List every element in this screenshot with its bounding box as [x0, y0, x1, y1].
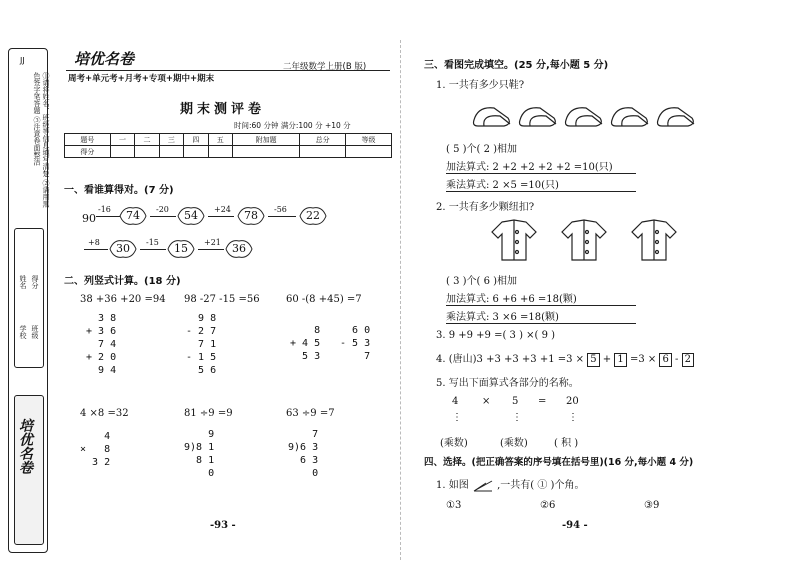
page-title: 期末测评卷 — [180, 102, 266, 117]
arrow-icon — [140, 249, 166, 250]
score-table-header-row — [65, 134, 392, 146]
q5-term: × — [482, 396, 491, 407]
leaf-answer — [224, 239, 254, 259]
arrow-icon — [268, 216, 296, 217]
score-input[interactable] — [233, 146, 300, 158]
score-input[interactable] — [300, 146, 346, 158]
vertical-calc: 6 0 - 5 3 7 — [340, 325, 371, 362]
header-rule — [66, 70, 390, 71]
leaf-value: 74 — [126, 209, 140, 222]
arrow-icon — [84, 249, 108, 250]
equation: 63 ÷9 =7 — [286, 408, 335, 419]
equation: 81 ÷9 =9 — [184, 408, 233, 419]
binding-logo: 培优名卷 — [17, 418, 33, 474]
name-label: 姓名 — [19, 275, 27, 289]
multiplication-equation: 乘法算式: 3 ×6 =18(颗) — [446, 308, 636, 324]
leaf-answer — [298, 206, 328, 226]
score-cell: 总分 — [300, 134, 346, 146]
score-table-score-row — [65, 146, 392, 158]
chain1-op: +24 — [214, 205, 231, 214]
section4-heading: 四、选择。(把正确答案的序号填在括号里)(16 分,每小题 4 分) — [424, 457, 694, 468]
score-cell: 一 — [110, 134, 134, 146]
question: 2. 一共有多少颗纽扣? — [436, 202, 535, 213]
score-input[interactable] — [208, 146, 232, 158]
arrow-icon — [96, 216, 120, 217]
q5-name: (乘数) — [440, 438, 468, 449]
class-label: 班级 — [31, 325, 39, 339]
q5-term: = — [538, 396, 547, 407]
q5-term: 5 — [512, 396, 519, 407]
vertical-calc: 8 + 4 5 5 3 — [290, 325, 321, 362]
page-number-left: -93 - — [210, 520, 236, 531]
q4-op: + — [602, 354, 612, 365]
option: ③9 — [644, 500, 660, 511]
score-cell: 三 — [159, 134, 183, 146]
binding-code: JJ — [20, 56, 25, 65]
score-table — [64, 133, 392, 158]
leaf-value: 22 — [306, 209, 320, 222]
arrow-icon — [150, 216, 176, 217]
section2-heading: 二、列竖式计算。(18 分) — [64, 276, 181, 287]
chain1-start: 90 — [82, 212, 96, 225]
chain1-op: -16 — [98, 205, 111, 214]
answer-box: 5 — [587, 353, 599, 367]
section1-heading: 一、看谁算得对。(7 分) — [64, 185, 174, 196]
vertical-calc: 9 8 - 2 7 7 1 - 1 5 5 6 — [186, 313, 217, 376]
fill-line: ( 3 )个( 6 )相加 — [446, 276, 518, 287]
question: 1. 一共有多少只鞋? — [436, 80, 525, 91]
angle-figure-icon — [472, 479, 494, 493]
grade-label: 二年级数学上册(B 版) — [283, 62, 367, 72]
binding-fields — [14, 228, 44, 368]
score-input[interactable] — [110, 146, 134, 158]
leaf-answer — [108, 239, 138, 259]
binding-logo-box — [14, 395, 44, 545]
question-boxes — [436, 350, 694, 367]
equation: 60 -(8 +45) =7 — [286, 294, 362, 305]
fill-line: ( 5 )个( 2 )相加 — [446, 144, 518, 155]
arrow-icon — [198, 249, 224, 250]
score-input[interactable] — [346, 146, 392, 158]
section3-heading: 三、看图完成填空。(25 分,每小题 5 分) — [424, 60, 609, 71]
q5-dots: ⋮ — [568, 412, 578, 423]
chain2-op: +8 — [88, 238, 100, 247]
q4-op: =3 × — [629, 354, 657, 365]
score-cell: 四 — [184, 134, 208, 146]
leaf-value: 36 — [232, 242, 246, 255]
leaf-answer — [176, 206, 206, 226]
score-label: 得分 — [31, 275, 39, 289]
score-cell: 题号 — [65, 134, 111, 146]
q5-dots: ⋮ — [452, 412, 462, 423]
leaf-value: 15 — [174, 242, 188, 255]
leaf-value: 30 — [116, 242, 130, 255]
answer-box: 2 — [682, 353, 694, 367]
vertical-calc: 9 9)8 1 8 1 0 — [184, 429, 215, 479]
q5-name: (乘数) — [500, 438, 528, 449]
score-input[interactable] — [184, 146, 208, 158]
option: ①3 — [446, 500, 462, 511]
equation: 38 +36 +20 =94 — [80, 294, 166, 305]
q-suffix: ,一共有( ① )个角。 — [497, 480, 585, 491]
time-score: 时间:60 分钟 满分:100 分 +10 分 — [234, 121, 351, 130]
chain1-op: -56 — [274, 205, 287, 214]
question — [436, 476, 584, 493]
leaf-value: 78 — [244, 209, 258, 222]
binding-notice: ①请将姓名、班级等信息填写清楚 ②请用黑色签字笔答题 ③注意卷面整洁 — [33, 72, 50, 208]
vertical-calc: 4 × 8 3 2 — [80, 431, 111, 468]
q5-term: 20 — [566, 396, 579, 407]
question: 3. 9 +9 +9 =( 3 ) ×( 9 ) — [436, 330, 556, 341]
leaf-answer — [118, 206, 148, 226]
addition-equation: 加法算式: 6 +6 +6 =18(颗) — [446, 290, 636, 306]
score-cell: 附加题 — [233, 134, 300, 146]
school-label: 学校 — [19, 325, 27, 339]
chain2-op: +21 — [204, 238, 221, 247]
question: 5. 写出下面算式各部分的名称。 — [436, 378, 579, 389]
leaf-answer — [166, 239, 196, 259]
answer-box: 6 — [659, 353, 671, 367]
score-cell: 得分 — [65, 146, 111, 158]
shirts-image — [490, 218, 690, 262]
leaf-answer — [236, 206, 266, 226]
chain2-op: -15 — [146, 238, 159, 247]
q5-dots: ⋮ — [512, 412, 522, 423]
score-cell: 等级 — [346, 134, 392, 146]
equation: 4 ×8 =32 — [80, 408, 129, 419]
addition-equation: 加法算式: 2 +2 +2 +2 +2 =10(只) — [446, 158, 636, 174]
brand-logo: 培优名卷 — [74, 50, 135, 68]
equation: 98 -27 -15 =56 — [184, 294, 260, 305]
q-prefix: 1. 如图 — [436, 480, 469, 491]
q5-name: ( 积 ) — [554, 438, 579, 449]
q4-op: - — [675, 354, 679, 365]
score-input[interactable] — [159, 146, 183, 158]
chain1-op: -20 — [156, 205, 169, 214]
score-cell: 五 — [208, 134, 232, 146]
q4-prefix: 4. (唐山)3 +3 +3 +3 +1 =3 × — [436, 354, 585, 365]
score-input[interactable] — [135, 146, 159, 158]
option: ②6 — [540, 500, 556, 511]
answer-box: 1 — [614, 353, 626, 367]
vertical-calc: 3 8 + 3 6 7 4 + 2 0 9 4 — [86, 313, 117, 376]
page-divider — [400, 40, 401, 560]
exam-types: 周考+单元考+月考+专项+期中+期末 — [68, 74, 215, 84]
vertical-calc: 7 9)6 3 6 3 0 — [288, 429, 319, 479]
shoes-image — [470, 96, 700, 130]
leaf-value: 54 — [184, 209, 198, 222]
page-number-right: -94 - — [562, 520, 588, 531]
q5-term: 4 — [452, 396, 459, 407]
arrow-icon — [208, 216, 234, 217]
score-cell: 二 — [135, 134, 159, 146]
multiplication-equation: 乘法算式: 2 ×5 =10(只) — [446, 176, 636, 192]
